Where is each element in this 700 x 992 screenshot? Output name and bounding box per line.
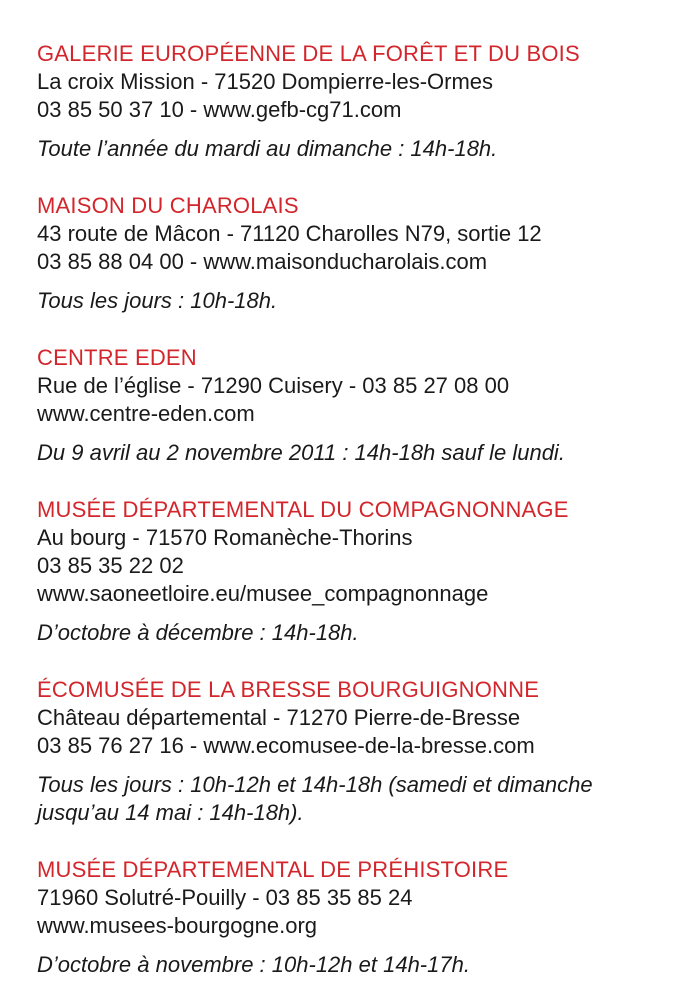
museum-hours: Tous les jours : 10h-18h. <box>37 288 278 313</box>
museum-entry <box>37 192 645 315</box>
address-line: 03 85 88 04 00 - www.maisonducharolais.com <box>37 249 488 274</box>
museum-entry <box>37 676 645 827</box>
museum-entry <box>37 856 645 979</box>
address-line: Au bourg - 71570 Romanèche-Thorins <box>37 525 413 550</box>
museum-entry <box>37 344 645 467</box>
museum-address <box>37 372 645 428</box>
address-line: 03 85 35 22 02 <box>37 553 184 578</box>
museum-title: MUSÉE DÉPARTEMENTAL DE PRÉHISTOIRE <box>37 857 509 882</box>
address-line: 71960 Solutré-Pouilly - 03 85 35 85 24 <box>37 885 413 910</box>
address-line: 03 85 76 27 16 - www.ecomusee-de-la-bresse.com <box>37 733 535 758</box>
address-line: 43 route de Mâcon - 71120 Charolles N79, sortie 12 <box>37 221 542 246</box>
museum-address <box>37 220 645 276</box>
museum-hours: Toute l’année du mardi au dimanche : 14h-18h. <box>37 136 498 161</box>
museum-hours: D’octobre à décembre : 14h-18h. <box>37 620 359 645</box>
museum-title: MUSÉE DÉPARTEMENTAL DU COMPAGNONNAGE <box>37 497 569 522</box>
museum-hours: Du 9 avril au 2 novembre 2011 : 14h-18h sauf le lundi. <box>37 440 565 465</box>
address-line: Château départemental - 71270 Pierre-de-Bresse <box>37 705 521 730</box>
museum-hours: Tous les jours : 10h-12h et 14h-18h (samedi et dimanche jusqu’au 14 mai : 14h-18h). <box>37 772 593 825</box>
address-line: www.musees-bourgogne.org <box>37 913 318 938</box>
museum-title: MAISON DU CHAROLAIS <box>37 193 299 218</box>
address-line: www.saoneetloire.eu/musee_compagnonnage <box>37 581 489 606</box>
museum-address <box>37 524 645 608</box>
museum-entry <box>37 40 645 163</box>
museum-address <box>37 704 645 760</box>
museum-address <box>37 884 645 940</box>
museum-title: CENTRE EDEN <box>37 345 197 370</box>
museum-hours: D’octobre à novembre : 10h-12h et 14h-17h. <box>37 952 470 977</box>
address-line: Rue de l’église - 71290 Cuisery - 03 85 27 08 00 <box>37 373 510 398</box>
address-line: La croix Mission - 71520 Dompierre-les-Ormes <box>37 69 494 94</box>
museum-title: GALERIE EUROPÉENNE DE LA FORÊT ET DU BOIS <box>37 41 580 66</box>
address-line: www.centre-eden.com <box>37 401 255 426</box>
museum-title: ÉCOMUSÉE DE LA BRESSE BOURGUIGNONNE <box>37 677 540 702</box>
museum-address <box>37 68 645 124</box>
address-line: 03 85 50 37 10 - www.gefb-cg71.com <box>37 97 402 122</box>
museum-entry <box>37 496 645 647</box>
